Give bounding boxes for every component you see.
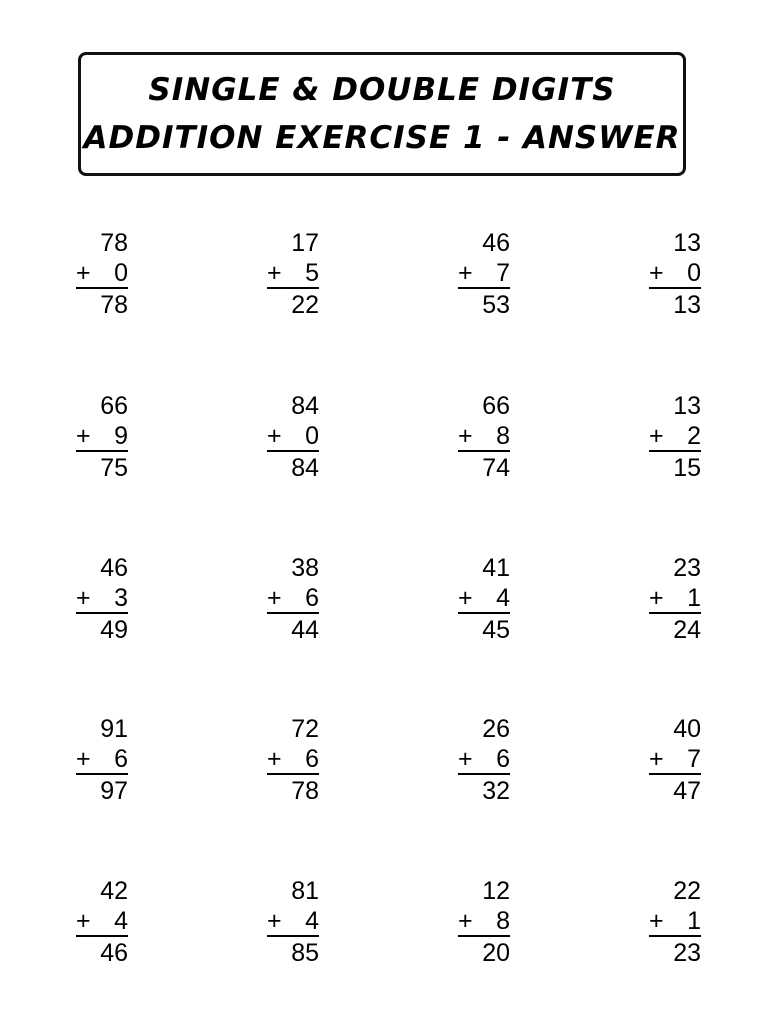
top-number: 17	[291, 229, 319, 257]
plus-sign: +	[649, 584, 664, 612]
addition-problem	[267, 876, 319, 968]
answer-number: 49	[100, 616, 128, 644]
addition-problem	[649, 714, 701, 806]
addend-number: 1	[687, 584, 701, 612]
plus-sign: +	[267, 907, 282, 935]
problem-row-addend	[76, 258, 128, 289]
plus-sign: +	[649, 907, 664, 935]
problem-row-addend	[458, 421, 510, 452]
problem-row-top	[267, 391, 319, 421]
top-number: 84	[291, 392, 319, 420]
addition-problem	[458, 876, 510, 968]
problem-row-answer	[458, 452, 510, 483]
addition-problem	[649, 391, 701, 483]
plus-sign: +	[76, 907, 91, 935]
plus-sign: +	[458, 422, 473, 450]
problem-row-addend	[267, 258, 319, 289]
top-number: 26	[482, 715, 510, 743]
plus-sign: +	[458, 259, 473, 287]
addition-problem	[76, 228, 128, 320]
answer-number: 47	[673, 777, 701, 805]
problem-row-addend	[76, 744, 128, 775]
top-number: 72	[291, 715, 319, 743]
addend-number: 8	[496, 422, 510, 450]
problem-row-answer	[267, 614, 319, 645]
plus-sign: +	[76, 745, 91, 773]
top-number: 46	[100, 554, 128, 582]
problem-row-answer	[267, 775, 319, 806]
answer-number: 23	[673, 939, 701, 967]
problem-row-top	[458, 228, 510, 258]
addition-problem	[649, 228, 701, 320]
problem-row-addend	[649, 258, 701, 289]
addend-number: 7	[687, 745, 701, 773]
problem-row-addend	[76, 583, 128, 614]
addend-number: 4	[114, 907, 128, 935]
answer-number: 75	[100, 454, 128, 482]
plus-sign: +	[76, 584, 91, 612]
problem-row-answer	[649, 775, 701, 806]
plus-sign: +	[649, 745, 664, 773]
addition-problem	[76, 714, 128, 806]
plus-sign: +	[649, 259, 664, 287]
problem-row-addend	[267, 583, 319, 614]
problem-row-top	[76, 876, 128, 906]
problem-row-answer	[458, 289, 510, 320]
problem-row-answer	[458, 614, 510, 645]
problem-row-answer	[649, 452, 701, 483]
problem-row-top	[76, 228, 128, 258]
answer-number: 24	[673, 616, 701, 644]
plus-sign: +	[76, 259, 91, 287]
answer-number: 85	[291, 939, 319, 967]
addition-problem	[267, 553, 319, 645]
problem-row-top	[649, 553, 701, 583]
answer-number: 45	[482, 616, 510, 644]
problem-row-top	[267, 714, 319, 744]
addition-problem	[649, 876, 701, 968]
problem-row-addend	[649, 744, 701, 775]
problem-row-top	[76, 553, 128, 583]
problem-row-top	[458, 876, 510, 906]
problem-row-answer	[649, 937, 701, 968]
problem-row-top	[76, 391, 128, 421]
problem-row-addend	[76, 906, 128, 937]
problem-row-top	[458, 391, 510, 421]
addend-number: 6	[114, 745, 128, 773]
title-line-2: ADDITION EXERCISE 1 - ANSWER	[83, 120, 681, 156]
problem-row-addend	[267, 744, 319, 775]
top-number: 40	[673, 715, 701, 743]
top-number: 42	[100, 877, 128, 905]
answer-number: 46	[100, 939, 128, 967]
problem-row-answer	[76, 452, 128, 483]
problem-row-top	[267, 553, 319, 583]
problem-row-addend	[267, 421, 319, 452]
answer-number: 20	[482, 939, 510, 967]
addend-number: 6	[305, 745, 319, 773]
problem-row-answer	[458, 775, 510, 806]
problem-row-top	[649, 228, 701, 258]
answer-number: 15	[673, 454, 701, 482]
problem-row-top	[267, 228, 319, 258]
problem-row-addend	[649, 906, 701, 937]
addend-number: 0	[114, 259, 128, 287]
addend-number: 3	[114, 584, 128, 612]
problem-row-answer	[267, 452, 319, 483]
plus-sign: +	[267, 745, 282, 773]
addend-number: 4	[496, 584, 510, 612]
answer-number: 97	[100, 777, 128, 805]
top-number: 78	[100, 229, 128, 257]
plus-sign: +	[267, 584, 282, 612]
top-number: 66	[100, 392, 128, 420]
answer-number: 44	[291, 616, 319, 644]
addition-problem	[458, 228, 510, 320]
top-number: 66	[482, 392, 510, 420]
top-number: 46	[482, 229, 510, 257]
answer-number: 32	[482, 777, 510, 805]
plus-sign: +	[267, 422, 282, 450]
addend-number: 1	[687, 907, 701, 935]
answer-number: 78	[100, 291, 128, 319]
problem-row-addend	[458, 583, 510, 614]
addend-number: 6	[305, 584, 319, 612]
top-number: 12	[482, 877, 510, 905]
title-line-1: SINGLE & DOUBLE DIGITS	[148, 72, 616, 108]
addend-number: 0	[305, 422, 319, 450]
problem-row-answer	[458, 937, 510, 968]
addition-problem	[458, 391, 510, 483]
top-number: 91	[100, 715, 128, 743]
addition-problem	[458, 553, 510, 645]
plus-sign: +	[458, 745, 473, 773]
top-number: 81	[291, 877, 319, 905]
problem-row-top	[649, 714, 701, 744]
answer-number: 74	[482, 454, 510, 482]
answer-number: 22	[291, 291, 319, 319]
problem-row-top	[458, 553, 510, 583]
addition-problem	[76, 876, 128, 968]
problem-row-answer	[267, 289, 319, 320]
problem-row-addend	[458, 744, 510, 775]
addend-number: 9	[114, 422, 128, 450]
problem-row-addend	[649, 583, 701, 614]
top-number: 38	[291, 554, 319, 582]
top-number: 13	[673, 229, 701, 257]
problem-row-addend	[649, 421, 701, 452]
top-number: 41	[482, 554, 510, 582]
answer-number: 78	[291, 777, 319, 805]
addition-problem	[267, 714, 319, 806]
plus-sign: +	[458, 907, 473, 935]
addend-number: 7	[496, 259, 510, 287]
addend-number: 8	[496, 907, 510, 935]
problem-row-answer	[267, 937, 319, 968]
plus-sign: +	[267, 259, 282, 287]
addition-problem	[458, 714, 510, 806]
problem-row-answer	[649, 614, 701, 645]
problem-row-top	[649, 876, 701, 906]
plus-sign: +	[458, 584, 473, 612]
problem-row-addend	[76, 421, 128, 452]
problem-row-answer	[76, 775, 128, 806]
addend-number: 4	[305, 907, 319, 935]
top-number: 22	[673, 877, 701, 905]
addend-number: 2	[687, 422, 701, 450]
addition-problem	[76, 553, 128, 645]
top-number: 13	[673, 392, 701, 420]
problem-row-addend	[458, 258, 510, 289]
addition-problem	[267, 391, 319, 483]
addition-problem	[267, 228, 319, 320]
problem-row-top	[649, 391, 701, 421]
top-number: 23	[673, 554, 701, 582]
answer-number: 84	[291, 454, 319, 482]
plus-sign: +	[649, 422, 664, 450]
problem-row-top	[76, 714, 128, 744]
problem-row-addend	[458, 906, 510, 937]
answer-number: 53	[482, 291, 510, 319]
addend-number: 5	[305, 259, 319, 287]
problem-row-answer	[76, 937, 128, 968]
problem-row-answer	[649, 289, 701, 320]
problem-row-answer	[76, 614, 128, 645]
plus-sign: +	[76, 422, 91, 450]
addition-problem	[76, 391, 128, 483]
problem-row-top	[267, 876, 319, 906]
problem-row-top	[458, 714, 510, 744]
problem-row-answer	[76, 289, 128, 320]
answer-number: 13	[673, 291, 701, 319]
addend-number: 6	[496, 745, 510, 773]
addition-problem	[649, 553, 701, 645]
problem-row-addend	[267, 906, 319, 937]
addend-number: 0	[687, 259, 701, 287]
